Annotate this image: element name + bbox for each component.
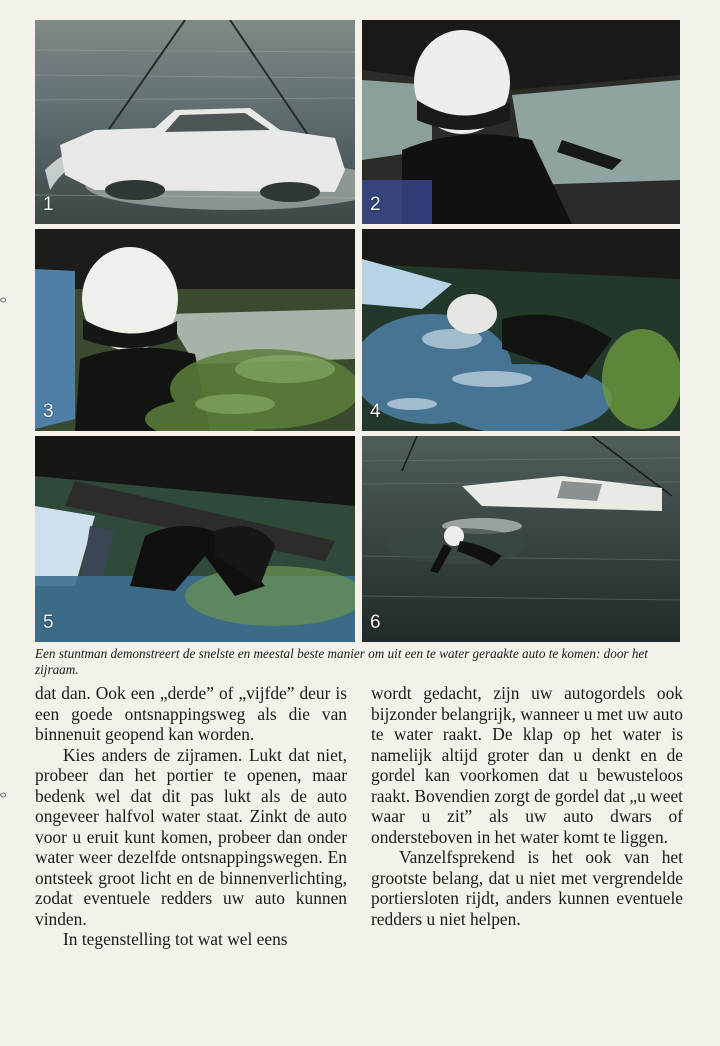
photo-number: 3	[43, 401, 54, 422]
photo-1-car-into-water	[35, 20, 355, 224]
binding-hole-mark	[0, 787, 6, 797]
photo-4-car-filling-with-water	[362, 229, 680, 431]
binding-hole-mark	[0, 292, 6, 302]
photo-5-exit-through-window	[35, 436, 355, 642]
photo-2-helmet-inside-car	[362, 20, 680, 224]
photo-number: 6	[370, 612, 381, 633]
paragraph: Kies anders de zijramen. Lukt dat niet, probeer dan het portier te openen, maar bedenk wel dat dit pas lukt als de auto ongeveer halfvol water staat. Zinkt de auto voor u eruit kunt komen, probeer dan onder water weer dezelfde ontsnappingswegen. En ontsteek groot licht en de binnenverlichting, zodat eventuele redders uw auto kunnen vinden.	[35, 744, 347, 929]
photo-number: 1	[43, 194, 54, 215]
paragraph: In tegenstelling tot wat wel eens	[63, 929, 288, 949]
photo-6-swimming-away	[362, 436, 680, 642]
paragraph: Vanzelfsprekend is het ook van het grootste belang, dat u niet met vergrendelde portiersloten rijdt, anders kunnen eventuele redders u niet helpen.	[371, 847, 683, 929]
photo-caption: Een stuntman demonstreert de snelste en meestal beste manier om uit een te water geraakte auto te komen: door het zijraam.	[35, 646, 648, 677]
paragraph: wordt gedacht, zijn uw autogordels ook bijzonder belangrijk, wanneer u met uw auto te water raakt. De klap op het water is namelijk altijd groter dan u denkt en de gordel kan voorkomen dat u bewusteloos raakt. Bovendien zorgt de gordel dat „u weet waar u zit” als uw auto dwars of ondersteboven in het water komt te liggen.	[371, 683, 683, 847]
photo-3-water-rushing-in	[35, 229, 355, 431]
photo-number: 4	[370, 401, 381, 422]
photo-number: 2	[370, 194, 381, 215]
text-column-left	[35, 683, 347, 950]
text-column-right	[371, 683, 683, 929]
paragraph: dat dan. Ook een „derde” of „vijfde” deur is een goede ontsnappingsweg als die van binnenuit geopend kan worden.	[35, 683, 347, 744]
photo-number: 5	[43, 612, 54, 633]
